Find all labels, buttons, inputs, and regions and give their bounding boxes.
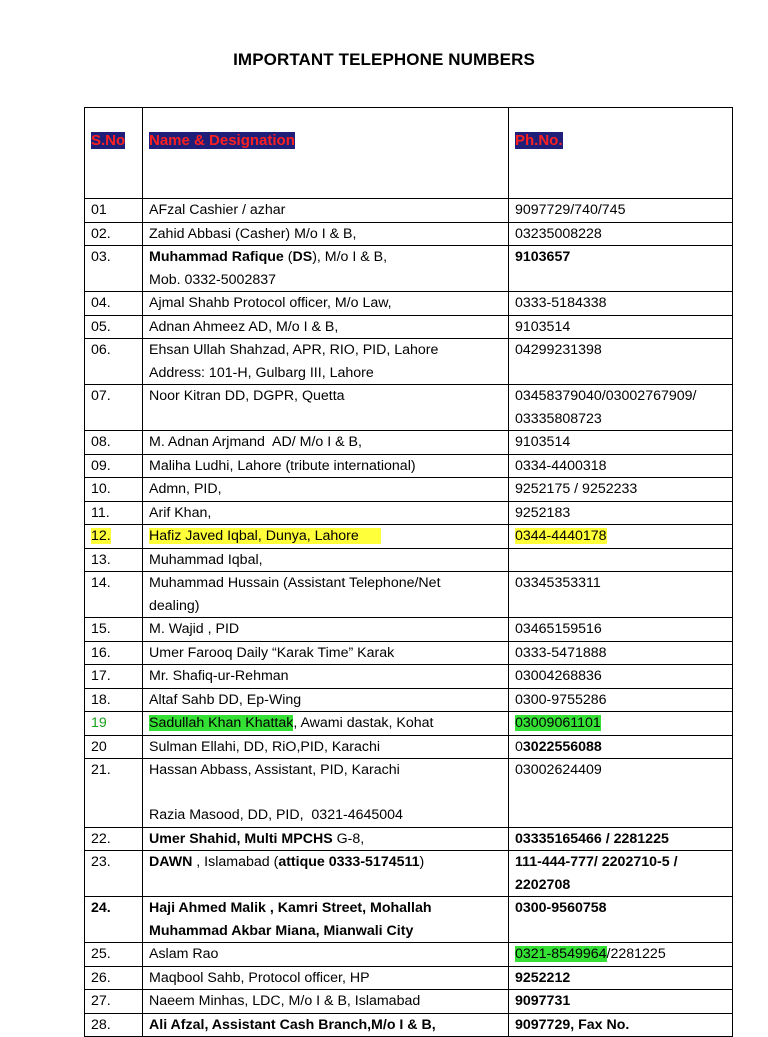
sno-cell: 07. <box>85 385 143 431</box>
sno-cell: 02. <box>85 222 143 246</box>
phone-cell <box>509 943 733 967</box>
table-header-row <box>85 108 733 199</box>
name-cell: Naeem Minhas, LDC, M/o I & B, Islamabad <box>143 990 509 1014</box>
sno-cell: 15. <box>85 618 143 642</box>
sno-cell: 20 <box>85 735 143 759</box>
table-row <box>85 315 733 339</box>
phone-cell: 0333-5184338 <box>509 292 733 316</box>
table-row <box>85 385 733 431</box>
name-cell <box>143 827 509 851</box>
name-highlight: Sadullah Khan Khattak <box>149 715 294 731</box>
sno-cell: 23. <box>85 851 143 897</box>
name-cell: Ajmal Shahb Protocol officer, M/o Law, <box>143 292 509 316</box>
sno-cell: 18. <box>85 688 143 712</box>
phone-cell: 9252212 <box>509 966 733 990</box>
sno-cell: 27. <box>85 990 143 1014</box>
name-text: , Awami dastak, Kohat <box>293 715 434 731</box>
sno-cell: 10. <box>85 478 143 502</box>
phone-cell: 03335165466 / 2281225 <box>509 827 733 851</box>
name-cell <box>143 525 509 549</box>
header-phone: Ph.No. <box>515 132 563 149</box>
phone-cell: 03345353311 <box>509 572 733 618</box>
name-bold: Muhammad Rafique <box>149 249 284 265</box>
table-row <box>85 246 733 292</box>
phone-cell <box>509 385 733 431</box>
name-highlight: Hafiz Javed Iqbal, Dunya, Lahore <box>149 528 381 544</box>
phone-cell: 9097731 <box>509 990 733 1014</box>
table-row <box>85 897 733 943</box>
sno-cell: 21. <box>85 759 143 828</box>
phone-line2: 03335808723 <box>515 410 602 427</box>
table-row <box>85 431 733 455</box>
name-cell: Muhammad Iqbal, <box>143 548 509 572</box>
sno-cell: 26. <box>85 966 143 990</box>
phone-cell: 0334-4400318 <box>509 454 733 478</box>
phone-cell: 9252183 <box>509 501 733 525</box>
name-bold: Umer Shahid, Multi MPCHS <box>149 830 333 847</box>
name-text: ), M/o I & B, <box>312 249 388 265</box>
sno-cell: 28. <box>85 1013 143 1037</box>
name-cell: Maqbool Sahb, Protocol officer, HP <box>143 966 509 990</box>
table-row <box>85 548 733 572</box>
name-cell: Adnan Ahmeez AD, M/o I & B, <box>143 315 509 339</box>
phone-cell: 0300-9755286 <box>509 688 733 712</box>
phone-highlight: 03009061101 <box>515 715 601 731</box>
phone-cell: 9103657 <box>509 246 733 292</box>
name-cell: Mr. Shafiq-ur-Rehman <box>143 665 509 689</box>
name-text: G-8, <box>332 830 365 847</box>
phone-cell: 03465159516 <box>509 618 733 642</box>
name-cell: Arif Khan, <box>143 501 509 525</box>
name-text: ) <box>419 854 425 870</box>
table-row <box>85 665 733 689</box>
name-cell: M. Wajid , PID <box>143 618 509 642</box>
phone-cell <box>509 525 733 549</box>
name-cell <box>143 851 509 897</box>
phone-text: 0 <box>515 738 523 755</box>
sno-cell: 11. <box>85 501 143 525</box>
table-row <box>85 292 733 316</box>
phone-cell: 9103514 <box>509 431 733 455</box>
phone-table <box>84 107 733 1037</box>
sno-cell: 19 <box>85 712 143 736</box>
sno-cell: 03. <box>85 246 143 292</box>
name-bold: DAWN <box>149 854 193 870</box>
sno-cell: 04. <box>85 292 143 316</box>
name-text: Muhammad Hussain (Assistant Telephone/Net <box>149 575 441 591</box>
phone-cell: 0333-5471888 <box>509 641 733 665</box>
name-text: Hassan Abbass, Assistant, PID, Karachi <box>149 762 400 778</box>
sno-cell: 08. <box>85 431 143 455</box>
name-cell <box>143 572 509 618</box>
name-bold: DS <box>292 249 313 265</box>
phone-text: /2281225 <box>606 946 666 962</box>
sno-highlight: 12. <box>91 528 111 544</box>
table-row <box>85 454 733 478</box>
phone-bold: 3022556088 <box>522 738 602 755</box>
name-cell: Ali Afzal, Assistant Cash Branch,M/o I & B, <box>143 1013 509 1037</box>
name-cell: Aslam Rao <box>143 943 509 967</box>
sno-cell: 16. <box>85 641 143 665</box>
name-text: ( <box>283 249 293 265</box>
table-row <box>85 712 733 736</box>
name-cell: AFzal Cashier / azhar <box>143 199 509 223</box>
sno-cell: 13. <box>85 548 143 572</box>
phone-cell: 9097729, Fax No. <box>509 1013 733 1037</box>
phone-line2: 2202708 <box>515 876 571 893</box>
header-name: Name & Designation <box>149 132 295 149</box>
table-row <box>85 501 733 525</box>
name-line3: Razia Masood, DD, PID, 0321-4645004 <box>149 807 403 823</box>
name-cell: Maliha Ludhi, Lahore (tribute international) <box>143 454 509 478</box>
sno-cell <box>85 525 143 549</box>
phone-cell <box>509 851 733 897</box>
phone-cell: 9097729/740/745 <box>509 199 733 223</box>
sno-cell: 09. <box>85 454 143 478</box>
table-row <box>85 641 733 665</box>
phone-text: 03458379040/03002767909/ <box>515 388 697 404</box>
name-text: , Islamabad ( <box>192 854 279 870</box>
phone-highlight: 0321-8549964 <box>515 946 607 962</box>
phone-cell <box>509 712 733 736</box>
sno-cell: 17. <box>85 665 143 689</box>
sno-cell: 05. <box>85 315 143 339</box>
table-row <box>85 478 733 502</box>
table-row <box>85 827 733 851</box>
name-cell: Noor Kitran DD, DGPR, Quetta <box>143 385 509 431</box>
table-row <box>85 618 733 642</box>
name-cell <box>143 897 509 943</box>
name-cell: Admn, PID, <box>143 478 509 502</box>
phone-cell: 03235008228 <box>509 222 733 246</box>
name-line2: dealing) <box>149 597 200 614</box>
name-cell: Sulman Ellahi, DD, RiO,PID, Karachi <box>143 735 509 759</box>
phone-cell <box>509 548 733 572</box>
table-row <box>85 735 733 759</box>
phone-text: 111-444-777/ 2202710-5 / <box>515 854 678 870</box>
table-row <box>85 572 733 618</box>
phone-cell <box>509 735 733 759</box>
phone-cell: 9103514 <box>509 315 733 339</box>
sno-cell: 22. <box>85 827 143 851</box>
name-cell: Zahid Abbasi (Casher) M/o I & B, <box>143 222 509 246</box>
name-cell <box>143 339 509 385</box>
table-row <box>85 199 733 223</box>
phone-cell: 04299231398 <box>509 339 733 385</box>
name-cell <box>143 712 509 736</box>
table-row <box>85 1013 733 1037</box>
name-cell: Umer Farooq Daily “Karak Time” Karak <box>143 641 509 665</box>
phone-highlight: 0344-4440178 <box>515 528 607 544</box>
name-bold: attique 0333-5174511 <box>278 854 420 870</box>
name-cell: M. Adnan Arjmand AD/ M/o I & B, <box>143 431 509 455</box>
header-sno: S.No <box>91 132 126 149</box>
table-row <box>85 688 733 712</box>
name-cell <box>143 759 509 828</box>
name-line2: Muhammad Akbar Miana, Mianwali City <box>149 922 414 939</box>
phone-cell: 03004268836 <box>509 665 733 689</box>
sno-cell: 14. <box>85 572 143 618</box>
sno-cell: 24. <box>85 897 143 943</box>
name-text: Ehsan Ullah Shahzad, APR, RIO, PID, Lahore <box>149 342 439 358</box>
table-row <box>85 339 733 385</box>
table-row <box>85 525 733 549</box>
phone-cell: 0300-9560758 <box>509 897 733 943</box>
sno-cell: 01 <box>85 199 143 223</box>
name-cell <box>143 246 509 292</box>
table-row <box>85 966 733 990</box>
name-cell: Altaf Sahb DD, Ep-Wing <box>143 688 509 712</box>
phone-cell: 03002624409 <box>509 759 733 828</box>
table-row <box>85 990 733 1014</box>
table-row <box>85 759 733 828</box>
phone-cell: 9252175 / 9252233 <box>509 478 733 502</box>
page-title: IMPORTANT TELEPHONE NUMBERS <box>233 50 535 69</box>
name-line2: Mob. 0332-5002837 <box>149 271 277 288</box>
sno-cell: 06. <box>85 339 143 385</box>
sno-cell: 25. <box>85 943 143 967</box>
name-text: Haji Ahmed Malik , Kamri Street, Mohallah <box>149 900 432 916</box>
table-row <box>85 851 733 897</box>
name-line2: Address: 101-H, Gulbarg III, Lahore <box>149 364 374 381</box>
table-row <box>85 943 733 967</box>
table-row <box>85 222 733 246</box>
